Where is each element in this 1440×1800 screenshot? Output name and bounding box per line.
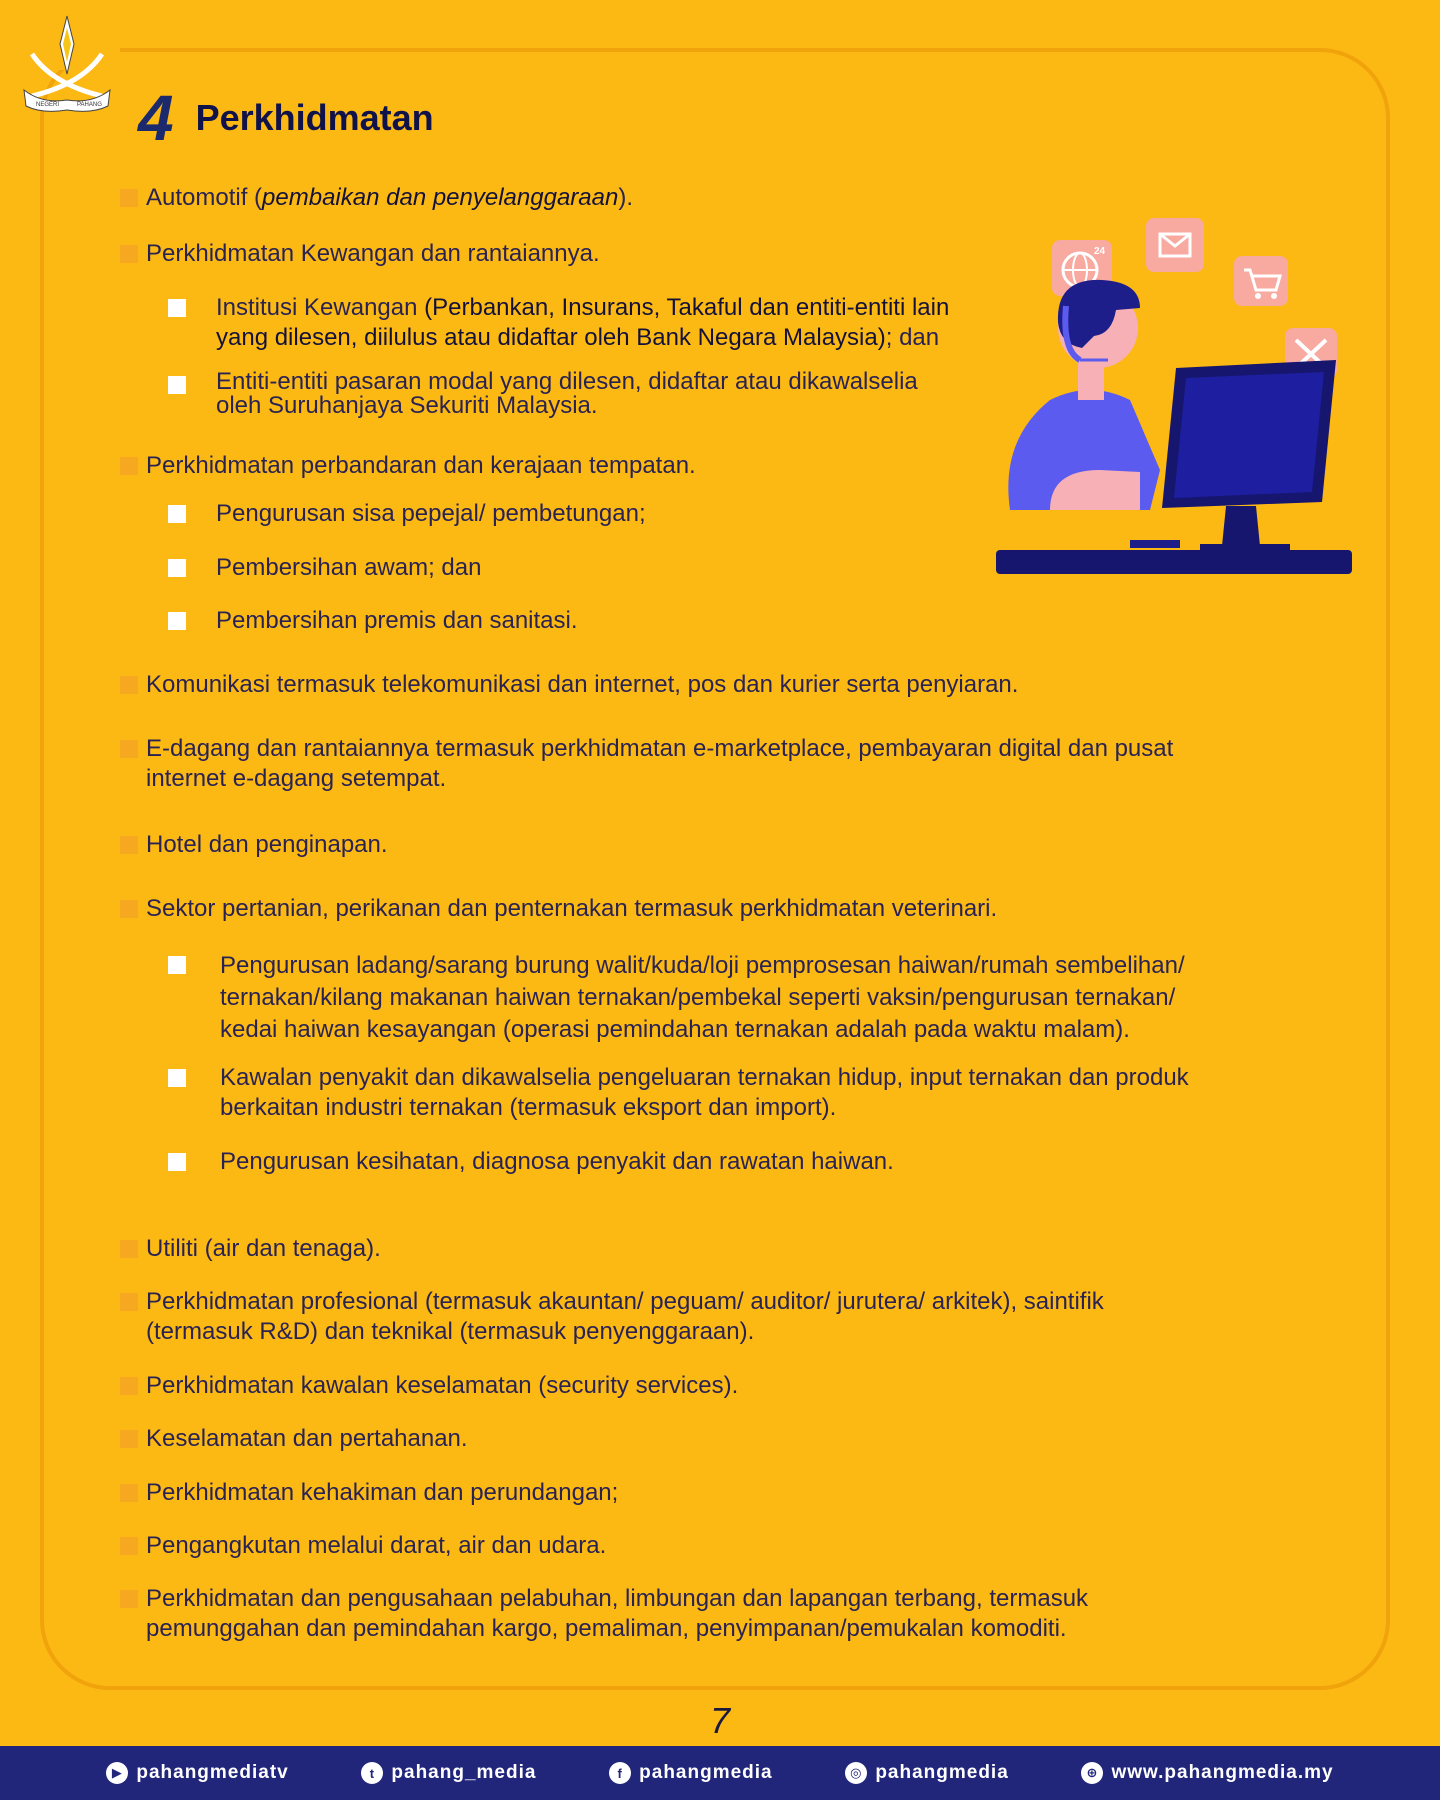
checkbox-bullet-icon	[168, 559, 186, 577]
mail-icon	[1146, 218, 1204, 272]
item-text: Entiti-entiti pasaran modal yang dilesen, didaftar atau dikawalselia oleh Suruhanjaya Sekuriti Malaysia.	[216, 368, 918, 419]
bullet-icon	[120, 1293, 138, 1311]
sub-list-item	[168, 499, 646, 529]
illustration-badge: 24	[1094, 246, 1106, 257]
list-item	[120, 894, 997, 924]
item-text: Perkhidmatan Kewangan dan rantaiannya.	[146, 240, 600, 267]
sub-list-item	[168, 293, 949, 353]
globe-icon: ⊕	[1081, 1762, 1103, 1784]
bullet-icon	[120, 1430, 138, 1448]
checkbox-bullet-icon	[168, 612, 186, 630]
sub-list-item	[168, 370, 918, 418]
item-text: Perkhidmatan dan pengusahaan pelabuhan, limbungan dan lapangan terbang, termasuk pemunggahan dan pemindahan kargo, pemaliman, penyimpanan/pemukalan komoditi.	[146, 1585, 1089, 1642]
section-heading	[138, 82, 434, 154]
sub-list-item	[168, 1063, 1189, 1123]
bullet-icon	[120, 1377, 138, 1395]
item-text: E-dagang dan rantaiannya termasuk perkhidmatan e-marketplace, pembayaran digital dan pusat internet e-dagang setempat.	[146, 735, 1174, 792]
facebook-icon: f	[609, 1762, 631, 1784]
item-text: Institusi Kewangan (Perbankan, Insurans, Takaful dan entiti-entiti lain yang dilesen, diilulus atau didaftar oleh Bank Negara Malaysia); dan	[216, 294, 950, 351]
item-text: Perkhidmatan profesional (termasuk akauntan/ peguam/ auditor/ jurutera/ arkitek), saintifik (termasuk R&D) dan teknikal (termasuk penyenggaraan).	[146, 1288, 1104, 1345]
shopping-cart-icon	[1234, 256, 1288, 306]
website-url: www.pahangmedia.my	[1111, 1762, 1334, 1783]
sub-list-item	[168, 606, 578, 636]
item-text: Perkhidmatan kehakiman dan perundangan;	[146, 1479, 619, 1506]
list-item	[120, 239, 600, 269]
item-text: Komunikasi termasuk telekomunikasi dan internet, pos dan kurier serta penyiaran.	[146, 671, 1019, 698]
social-footer	[0, 1746, 1440, 1800]
customer-service-illustration	[990, 210, 1370, 590]
list-item	[120, 830, 388, 860]
section-title: Perkhidmatan	[195, 97, 434, 138]
item-text: Utiliti (air dan tenaga).	[146, 1235, 381, 1262]
list-item	[120, 1234, 381, 1264]
bullet-icon	[120, 1484, 138, 1502]
crest-ribbon-right: PAHANG	[77, 102, 102, 108]
bullet-icon	[120, 457, 138, 475]
list-item	[120, 183, 633, 213]
item-text: Pengangkutan melalui darat, air dan udara.	[146, 1532, 607, 1559]
bullet-icon	[120, 740, 138, 758]
list-item	[120, 451, 696, 481]
item-text: Hotel dan penginapan.	[146, 831, 388, 858]
bullet-icon	[120, 1240, 138, 1258]
website-link[interactable]	[1081, 1762, 1333, 1784]
list-item	[120, 1531, 606, 1561]
instagram-link[interactable]	[845, 1762, 1008, 1784]
list-item	[120, 1371, 738, 1401]
page-number: 7	[709, 1700, 731, 1741]
facebook-handle: pahangmedia	[639, 1762, 773, 1783]
item-text: Pembersihan awam; dan	[216, 554, 482, 581]
bullet-icon	[120, 1590, 138, 1608]
list-item	[120, 1478, 618, 1508]
checkbox-bullet-icon	[168, 505, 186, 523]
twitter-handle: pahang_media	[391, 1762, 537, 1783]
item-text: Pengurusan kesihatan, diagnosa penyakit dan rawatan haiwan.	[220, 1148, 894, 1175]
checkbox-bullet-icon	[168, 1069, 186, 1087]
youtube-icon: ▶	[106, 1762, 128, 1784]
sub-list-item	[168, 950, 1185, 1046]
list-item	[120, 1424, 468, 1454]
item-text: Perkhidmatan kawalan keselamatan (security services).	[146, 1372, 739, 1399]
sub-list-item	[168, 553, 481, 583]
bullet-icon	[120, 836, 138, 854]
bullet-icon	[120, 189, 138, 207]
checkbox-bullet-icon	[168, 1153, 186, 1171]
item-text: Pengurusan ladang/sarang burung walit/kuda/loji pemprosesan haiwan/rumah sembelihan/ ternakan/kilang makanan haiwan ternakan/pembekal seperti vaksin/pengurusan ternakan/ kedai haiwan kesayangan (operasi pemindahan ternakan adalah pada waktu malam).	[220, 952, 1185, 1043]
twitter-icon: t	[361, 1762, 383, 1784]
list-item	[120, 670, 1018, 700]
instagram-handle: pahangmedia	[875, 1762, 1009, 1783]
bullet-icon	[120, 1537, 138, 1555]
bullet-icon	[120, 245, 138, 263]
bullet-icon	[120, 900, 138, 918]
item-text: Perkhidmatan perbandaran dan kerajaan tempatan.	[146, 452, 696, 479]
crest-ribbon-left: NEGERI	[36, 102, 60, 108]
facebook-link[interactable]	[609, 1762, 772, 1784]
youtube-link[interactable]	[106, 1762, 288, 1784]
youtube-handle: pahangmediatv	[136, 1762, 289, 1783]
item-text: Pengurusan sisa pepejal/ pembetungan;	[216, 500, 646, 527]
checkbox-bullet-icon	[168, 376, 186, 394]
twitter-link[interactable]	[361, 1762, 536, 1784]
bullet-icon	[120, 676, 138, 694]
checkbox-bullet-icon	[168, 956, 186, 974]
instagram-icon: ◎	[845, 1762, 867, 1784]
item-text: Pembersihan premis dan sanitasi.	[216, 607, 578, 634]
section-number: 4	[138, 82, 174, 154]
item-text: Kawalan penyakit dan dikawalselia pengeluaran ternakan hidup, input ternakan dan produk berkaitan industri ternakan (termasuk eksport dan import).	[220, 1064, 1189, 1121]
list-item	[120, 1584, 1088, 1644]
item-text: Sektor pertanian, perikanan dan penternakan termasuk perkhidmatan veterinari.	[146, 895, 998, 922]
sub-list-item	[168, 1147, 894, 1177]
list-item	[120, 734, 1173, 794]
checkbox-bullet-icon	[168, 299, 186, 317]
pahang-crest-logo	[22, 14, 112, 118]
item-text: Keselamatan dan pertahanan.	[146, 1425, 468, 1452]
item-text: Automotif (pembaikan dan penyelanggaraan).	[146, 184, 634, 211]
list-item	[120, 1287, 1104, 1347]
